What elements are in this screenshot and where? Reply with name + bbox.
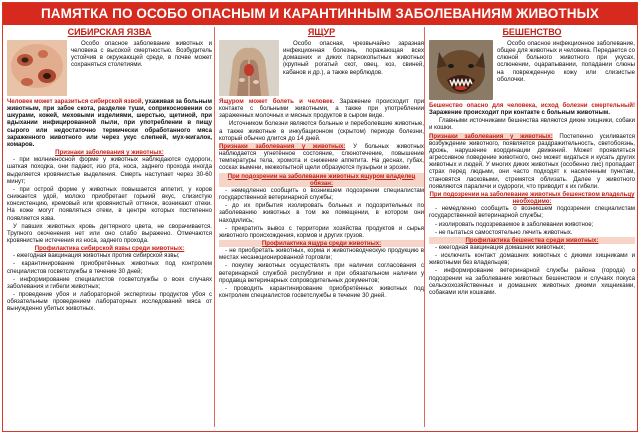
section-heading: Признаки заболевания у животных: <box>55 149 164 157</box>
list-item: - при острой форме у животных повышается аппетит, у коров снижается удой, молоко приобретает горький вкус, слизистую консистенцию, кремовый или кровянистый оттенок, возникают отеки. На коже могут появляться отеки, в центре которых постепенно появляется язва. <box>7 185 212 222</box>
column-title: СИБИРСКАЯ ЯЗВА <box>67 27 152 37</box>
section-heading: Профилактика ящура среди животных: <box>219 240 424 247</box>
column-rabies <box>429 27 635 429</box>
column-divider <box>424 27 425 427</box>
section-heading: При подозрении на заболевание животных ящуром владелец обязан: <box>219 173 424 187</box>
human-risk-text: ухаживая за больным животным, при забое скота, разделке туши, соприкосновении со шкурами, кожей, меховыми изделиями, шерстью, щетиной, при вдыхании инфицированной пыли, при употреблении в пищу сырого или недостаточно термически обработанного мяса зараженного животного или через укус слепней, мух-жигалок, комаров. <box>7 98 212 148</box>
list-item: - прекратить вывоз с территории хозяйства продуктов и сырья животного происхождения, кормов и других грузов. <box>219 224 424 239</box>
list-item: - изолировать подозреваемое в заболевании животное; <box>435 220 594 228</box>
list-item: - ежегодная вакцинация животных против сибирской язвы; <box>13 252 180 260</box>
column-fmd <box>219 27 424 429</box>
signs-paragraph <box>429 133 635 190</box>
list-item: - при молниеносной форме у животных наблюдаются судороги, шаткая походка, они падают, изо рта, носа, заднего прохода иногда выделяется кровянистые выделения. Смерть наступает через 30-60 минут; <box>7 156 212 185</box>
list-item: - проведение убоя и лабораторной экспертизы продуктов убоя с обязательным проведением лабораторных исследований мяса от вынужденно убитых животных. <box>7 291 212 313</box>
intro-text: Особо опасное инфекционное заболевание, общее для животных и человека. Передается со слюной больного животного при укусах, ослюнении, оцарапывании, попадании слюны на поврежденную кожу или слизистые оболочки. <box>497 40 635 83</box>
list-item: - исключить контакт домашних животных с дикими хищниками и животными без владельцев; <box>429 252 635 267</box>
intro-text: Особо опасная, чрезвычайно заразная инфекционная болезнь, поражающая всех домашних и диких парнокопытных животных (крупный рогатый скот, овец, коз, свиней, кабанов и др.), а также верблюдов. <box>283 40 424 76</box>
intro-text: Особо опасное заболевание животных и человека с высокой смертностью. Возбудитель устойчив в окружающей среде, в почве может сохраняться столетиями. <box>71 40 212 69</box>
list-item: - карантинирование приобретённых животных под контролем специалистов госветслужбы в течение 30 дней; <box>7 260 212 275</box>
signs-text: У больных животных наблюдается угнетённое состояние, слюнотечение, повышение температуры тела, хромота и снижение аппетита. На деснах, губах, сосках вымени, межкопытной щели образуются пузырьки и эрозии. <box>219 142 424 172</box>
list-item: - не приобретать животных, корма и животноводческую продукцию в местах несанкционированной торговли; <box>219 247 424 262</box>
human-risk <box>7 98 212 148</box>
danger-text <box>429 102 635 116</box>
list-item: - информирование ветеринарной службы района (города) о подозрении на заболевание животных бешенством и случаях покуса сельскохозяйственных и домашних животных дикими хищниками, собаками или кошками. <box>429 267 635 296</box>
column-title: ЯЩУР <box>307 27 336 37</box>
danger-detail: Заражение происходит при контакте с больным животным. <box>429 109 611 117</box>
list-item: - немедленно сообщить о возникшем подозрении специалистам государственной ветеринарной службы; <box>429 205 635 220</box>
hoof-lesion-illustration <box>219 40 279 96</box>
column-divider <box>214 27 215 427</box>
aggressive-dog-illustration <box>429 40 493 100</box>
section-heading: Признаки заболевания у животных: <box>219 142 346 150</box>
column-anthrax <box>7 27 212 429</box>
human-risk-text: Заражение происходит при контакте с больными животными, а также при употреблении зараженных молочных и мясных продуктов в сыром виде. <box>219 98 424 120</box>
rabies-dog-image <box>429 40 493 100</box>
poster <box>2 2 638 432</box>
column-title: БЕШЕНСТВО <box>502 27 562 37</box>
signs-text: Постепенно усиливается возбуждение животного, появляется раздражительность, светобоязнь, дрожь, нарушение координации движений. Может проявляться агрессивное поведение животного, оно может кидаться и кусать других животных и людей. У многих диких животных (особенно лис) пропадает страх перед людьми, они часто подходят к населенным пунктам, становятся ласковыми, стремятся облизать. Далее у животного появляются параличи и судороги, что приводит к их гибели. <box>429 132 635 190</box>
skin-lesion-illustration <box>7 40 67 96</box>
list-item: - покупку животных осуществлять при наличии согласования с ветеринарной службой республики и при обязательном наличии у продавца ветеринарных сопроводительных документов; <box>219 262 424 284</box>
list-item: У павших животных кровь дегтярного цвета, не сворачивается. Трупного окоченения нет или оно слабо выражено. Отмечаются кровянистые истечения из носа, заднего прохода. <box>7 222 212 244</box>
list-item: - ежегодная вакцинация домашних животных; <box>435 243 566 251</box>
sources-text: Главными источниками бешенства являются дикие хищники, собаки и кошки. <box>429 117 635 132</box>
human-risk-highlight: Ящуром может болеть и человек. <box>219 98 335 105</box>
human-risk <box>219 98 424 119</box>
list-item: - проводить карантинирование приобретённых животных под контролем специалистов госветслужбы в течение 30 дней. <box>219 284 424 300</box>
section-heading: Признаки заболевания у животных: <box>429 132 553 140</box>
sources-text: Источником болезни являются больные и переболевшие животные, а также животные в инкубационном (скрытом) периоде болезни, который обычно длится до 14 дней. <box>219 120 424 142</box>
fmd-hoof-image <box>219 40 279 96</box>
section-heading: Профилактика бешенства среди животных: <box>429 237 635 244</box>
page-title: ПАМЯТКА ПО ОСОБО ОПАСНЫМ И КАРАНТИННЫМ ЗАБОЛЕВАНИЯМ ЖИВОТНЫХ <box>3 3 637 25</box>
list-item: - немедленно сообщить о возникшем подозрении специалистам государственной ветеринарной службы; <box>219 186 424 202</box>
list-item: - информирование специалистов госветслужбы о всех случаях заболевания и гибели животных; <box>7 275 212 290</box>
signs-paragraph <box>219 143 424 172</box>
danger-highlight: Бешенство опасно для человека, исход болезни смертельный! <box>429 102 635 109</box>
list-item: - не пытаться самостоятельно лечить животных. <box>435 228 573 236</box>
section-heading: При подозрении на заболевание животных бешенством владельцу необходимо: <box>429 190 635 206</box>
human-risk-highlight: Человек может заразиться сибирской язвой, <box>7 98 144 105</box>
list-item: - до их прибытия изолировать больных и подозрительных по заболеванию животных в том же помещении, в котором они находились; <box>219 202 424 224</box>
anthrax-skin-lesion-image <box>7 40 67 96</box>
section-heading: Профилактика сибирской язвы среди животных: <box>34 245 185 253</box>
